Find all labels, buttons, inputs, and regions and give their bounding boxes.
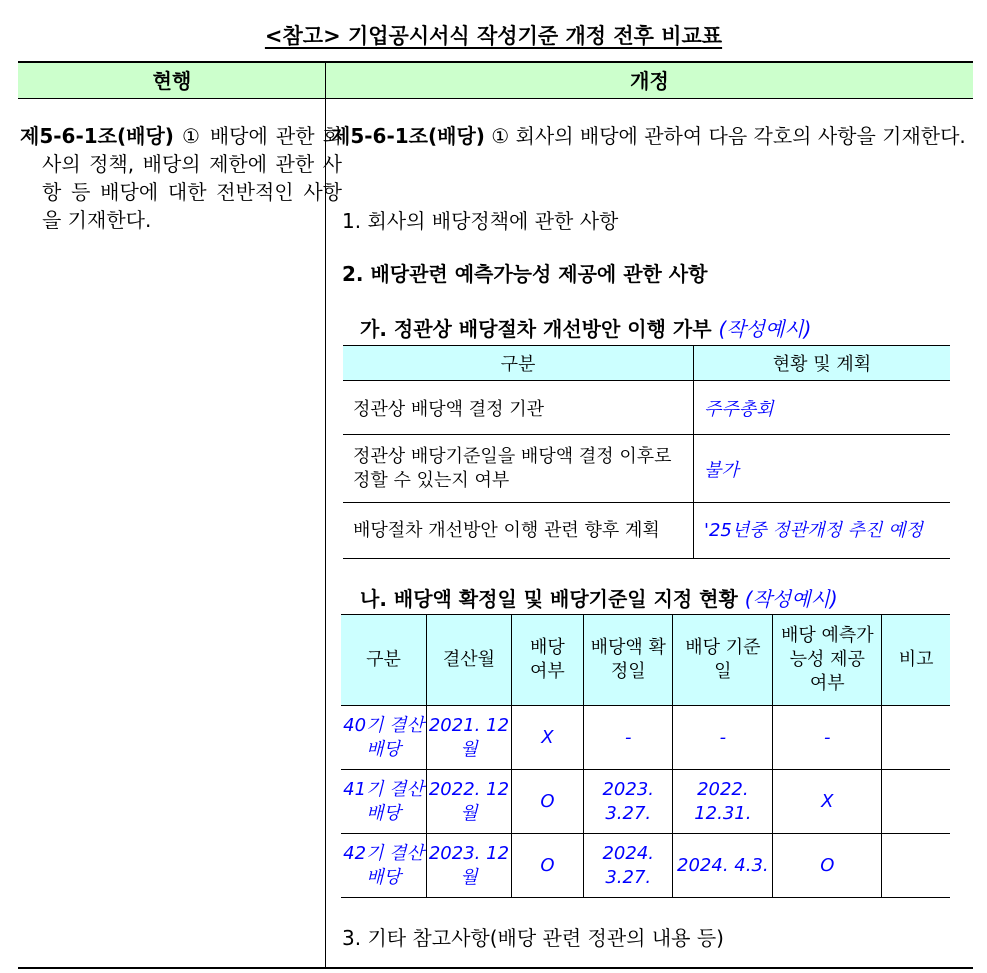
table1-cell: 정관상 배당액 결정 기관	[343, 381, 694, 435]
table2-cell: 2024. 3.27.	[584, 834, 673, 898]
table2-cell: 2022. 12.31.	[673, 770, 773, 834]
table2-cell: -	[773, 706, 882, 770]
revised-text	[331, 122, 987, 150]
page-title: <참고> 기업공시서식 작성기준 개정 전후 비교표	[264, 24, 723, 48]
header-revised: 개정	[326, 61, 973, 99]
table2-cell: O	[511, 770, 583, 834]
item-3: 3. 기타 참고사항(배당 관련 정관의 내용 등)	[342, 926, 724, 950]
table2-header: 배당 예측가능성 제공 여부	[773, 615, 882, 706]
table1-cell: 배당절차 개선방안 이행 관련 향후 계획	[343, 503, 694, 559]
sub-item-a	[360, 313, 811, 342]
table2-cell: 2023. 12월	[427, 834, 512, 898]
current-article-title: 제5-6-1조(배당)	[20, 124, 174, 148]
example-label: (작성예시)	[744, 587, 838, 611]
table2-header: 구분	[341, 615, 427, 706]
table2-cell: 2021. 12월	[427, 706, 512, 770]
status-table	[343, 345, 950, 559]
table1-header: 구분	[343, 346, 694, 381]
example-label: (작성예시)	[718, 317, 812, 341]
table2-cell: 41기 결산배당	[341, 770, 427, 834]
table2-cell: -	[584, 706, 673, 770]
header-current: 현행	[18, 61, 326, 99]
revised-article-title: 제5-6-1조(배당)	[331, 124, 485, 148]
table2-cell: 40기 결산배당	[341, 706, 427, 770]
table2-header: 배당 여부	[511, 615, 583, 706]
table2-cell	[882, 706, 950, 770]
table1-cell: 불가	[694, 435, 951, 503]
table2-cell: 2024. 4.3.	[673, 834, 773, 898]
table2-cell: 2023. 3.27.	[584, 770, 673, 834]
table1-cell: '25년중 정관개정 추진 예정	[694, 503, 951, 559]
sub-item-b	[360, 583, 838, 612]
table2-cell: O	[511, 834, 583, 898]
revised-article-body: ① 회사의 배당에 관하여 다음 각호의 사항을 기재한다.	[491, 124, 966, 148]
table2-cell	[882, 770, 950, 834]
table2-cell: X	[511, 706, 583, 770]
table2-cell: X	[773, 770, 882, 834]
bottom-border	[18, 967, 973, 969]
table2-header: 배당액 확정일	[584, 615, 673, 706]
table2-cell	[882, 834, 950, 898]
table2-cell: 2022. 12월	[427, 770, 512, 834]
item-2: 2. 배당관련 예측가능성 제공에 관한 사항	[342, 262, 708, 286]
sub-item-b-label: 나. 배당액 확정일 및 배당기준일 지정 현황	[360, 587, 738, 611]
current-text	[20, 122, 342, 234]
table1-header: 현황 및 계획	[694, 346, 951, 381]
sub-item-a-label: 가. 정관상 배당절차 개선방안 이행 가부	[360, 317, 712, 341]
table2-header: 배당 기준일	[673, 615, 773, 706]
current-article-body: ① 배당에 관한 회사의 정책, 배당의 제한에 관한 사항 등 배당에 대한 전반적인 사항을 기재한다.	[42, 124, 343, 232]
table2-header: 결산월	[427, 615, 512, 706]
table2-header: 비고	[882, 615, 950, 706]
table2-cell: O	[773, 834, 882, 898]
table1-cell: 정관상 배당기준일을 배당액 결정 이후로 정할 수 있는지 여부	[343, 435, 694, 503]
item-1: 1. 회사의 배당정책에 관한 사항	[342, 209, 619, 233]
table2-cell: 42기 결산배당	[341, 834, 427, 898]
dividend-status-table	[341, 614, 950, 898]
table1-cell: 주주총회	[694, 381, 951, 435]
table2-cell: -	[673, 706, 773, 770]
